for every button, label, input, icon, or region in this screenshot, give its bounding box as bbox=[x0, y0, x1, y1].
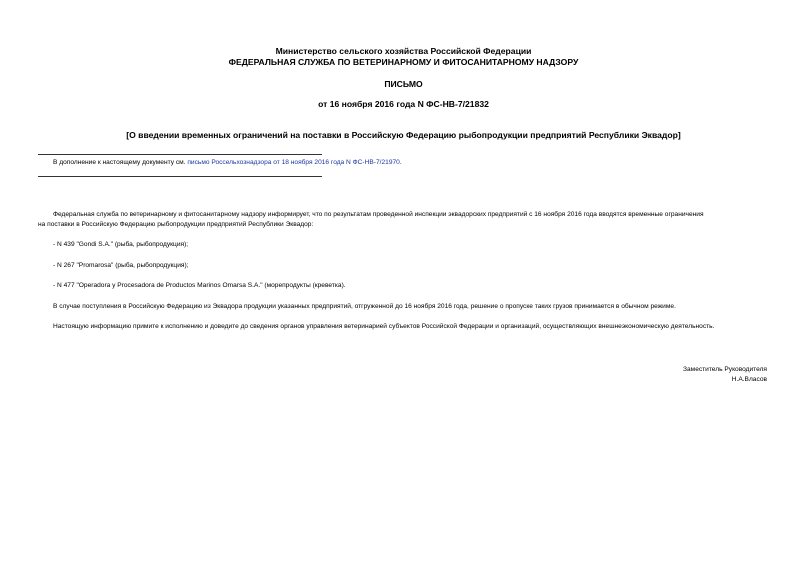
document-date-number: от 16 ноября 2016 года N ФС-НВ-7/21832 bbox=[318, 99, 489, 109]
document-type: ПИСЬМО bbox=[384, 79, 423, 89]
related-document-link[interactable]: письмо Россельхознадзора от 18 ноября 2016 года N ФС-НВ-7/21970 bbox=[187, 159, 400, 166]
ministry-name: Министерство сельского хозяйства Российской Федерации bbox=[275, 46, 532, 56]
note-top-divider bbox=[38, 154, 322, 155]
note-bottom-divider bbox=[38, 176, 322, 177]
service-name: ФЕДЕРАЛЬНАЯ СЛУЖБА ПО ВЕТЕРИНАРНОМУ И ФИТОСАНИТАРНОМУ НАДЗОРУ bbox=[228, 57, 579, 67]
signatory-title: Заместитель Руководителя bbox=[683, 366, 767, 373]
intro-paragraph-line-2: на поставки в Российскую Федерацию рыбопродукции предприятий Республики Эквадор: bbox=[38, 221, 314, 228]
intro-paragraph-line-1: Федеральная служба по ветеринарному и фитосанитарному надзору информирует, что по результатам проведенной инспекции эквадорских предприятий с 16 ноября 2016 года вводятся временные ограничения bbox=[53, 211, 704, 218]
document-subject: [О введении временных ограничений на поставки в Российскую Федерацию рыбопродукции предприятий Республики Эквадор] bbox=[126, 130, 681, 140]
note-prefix: В дополнение к настоящему документу см. bbox=[53, 159, 188, 166]
note-suffix: . bbox=[399, 159, 402, 166]
paragraph-instructions: Настоящую информацию примите к исполнению и доведите до сведения органов управления ветеринарией субъектов Российской Федерации и организаций, осуществляющих внешнеэкономическую деятельность. bbox=[53, 323, 715, 330]
related-document-note bbox=[53, 158, 402, 167]
list-item: - N 439 "Gondi S.A." (рыба, рыбопродукция); bbox=[53, 241, 189, 248]
paragraph-previous-shipments: В случае поступления в Российскую Федерацию из Эквадора продукции указанных предприятий, отгруженной до 16 ноября 2016 года, решение о пропуске таких грузов принимается в обычном режиме. bbox=[53, 303, 676, 310]
signatory-name: Н.А.Власов bbox=[731, 376, 767, 383]
list-item: - N 267 "Promarosa" (рыба, рыбопродукция); bbox=[53, 262, 189, 269]
list-item: - N 477 "Operadora y Procesadora de Productos Marinos Omarsa S.A." (морепродукты (креветка). bbox=[53, 282, 346, 289]
